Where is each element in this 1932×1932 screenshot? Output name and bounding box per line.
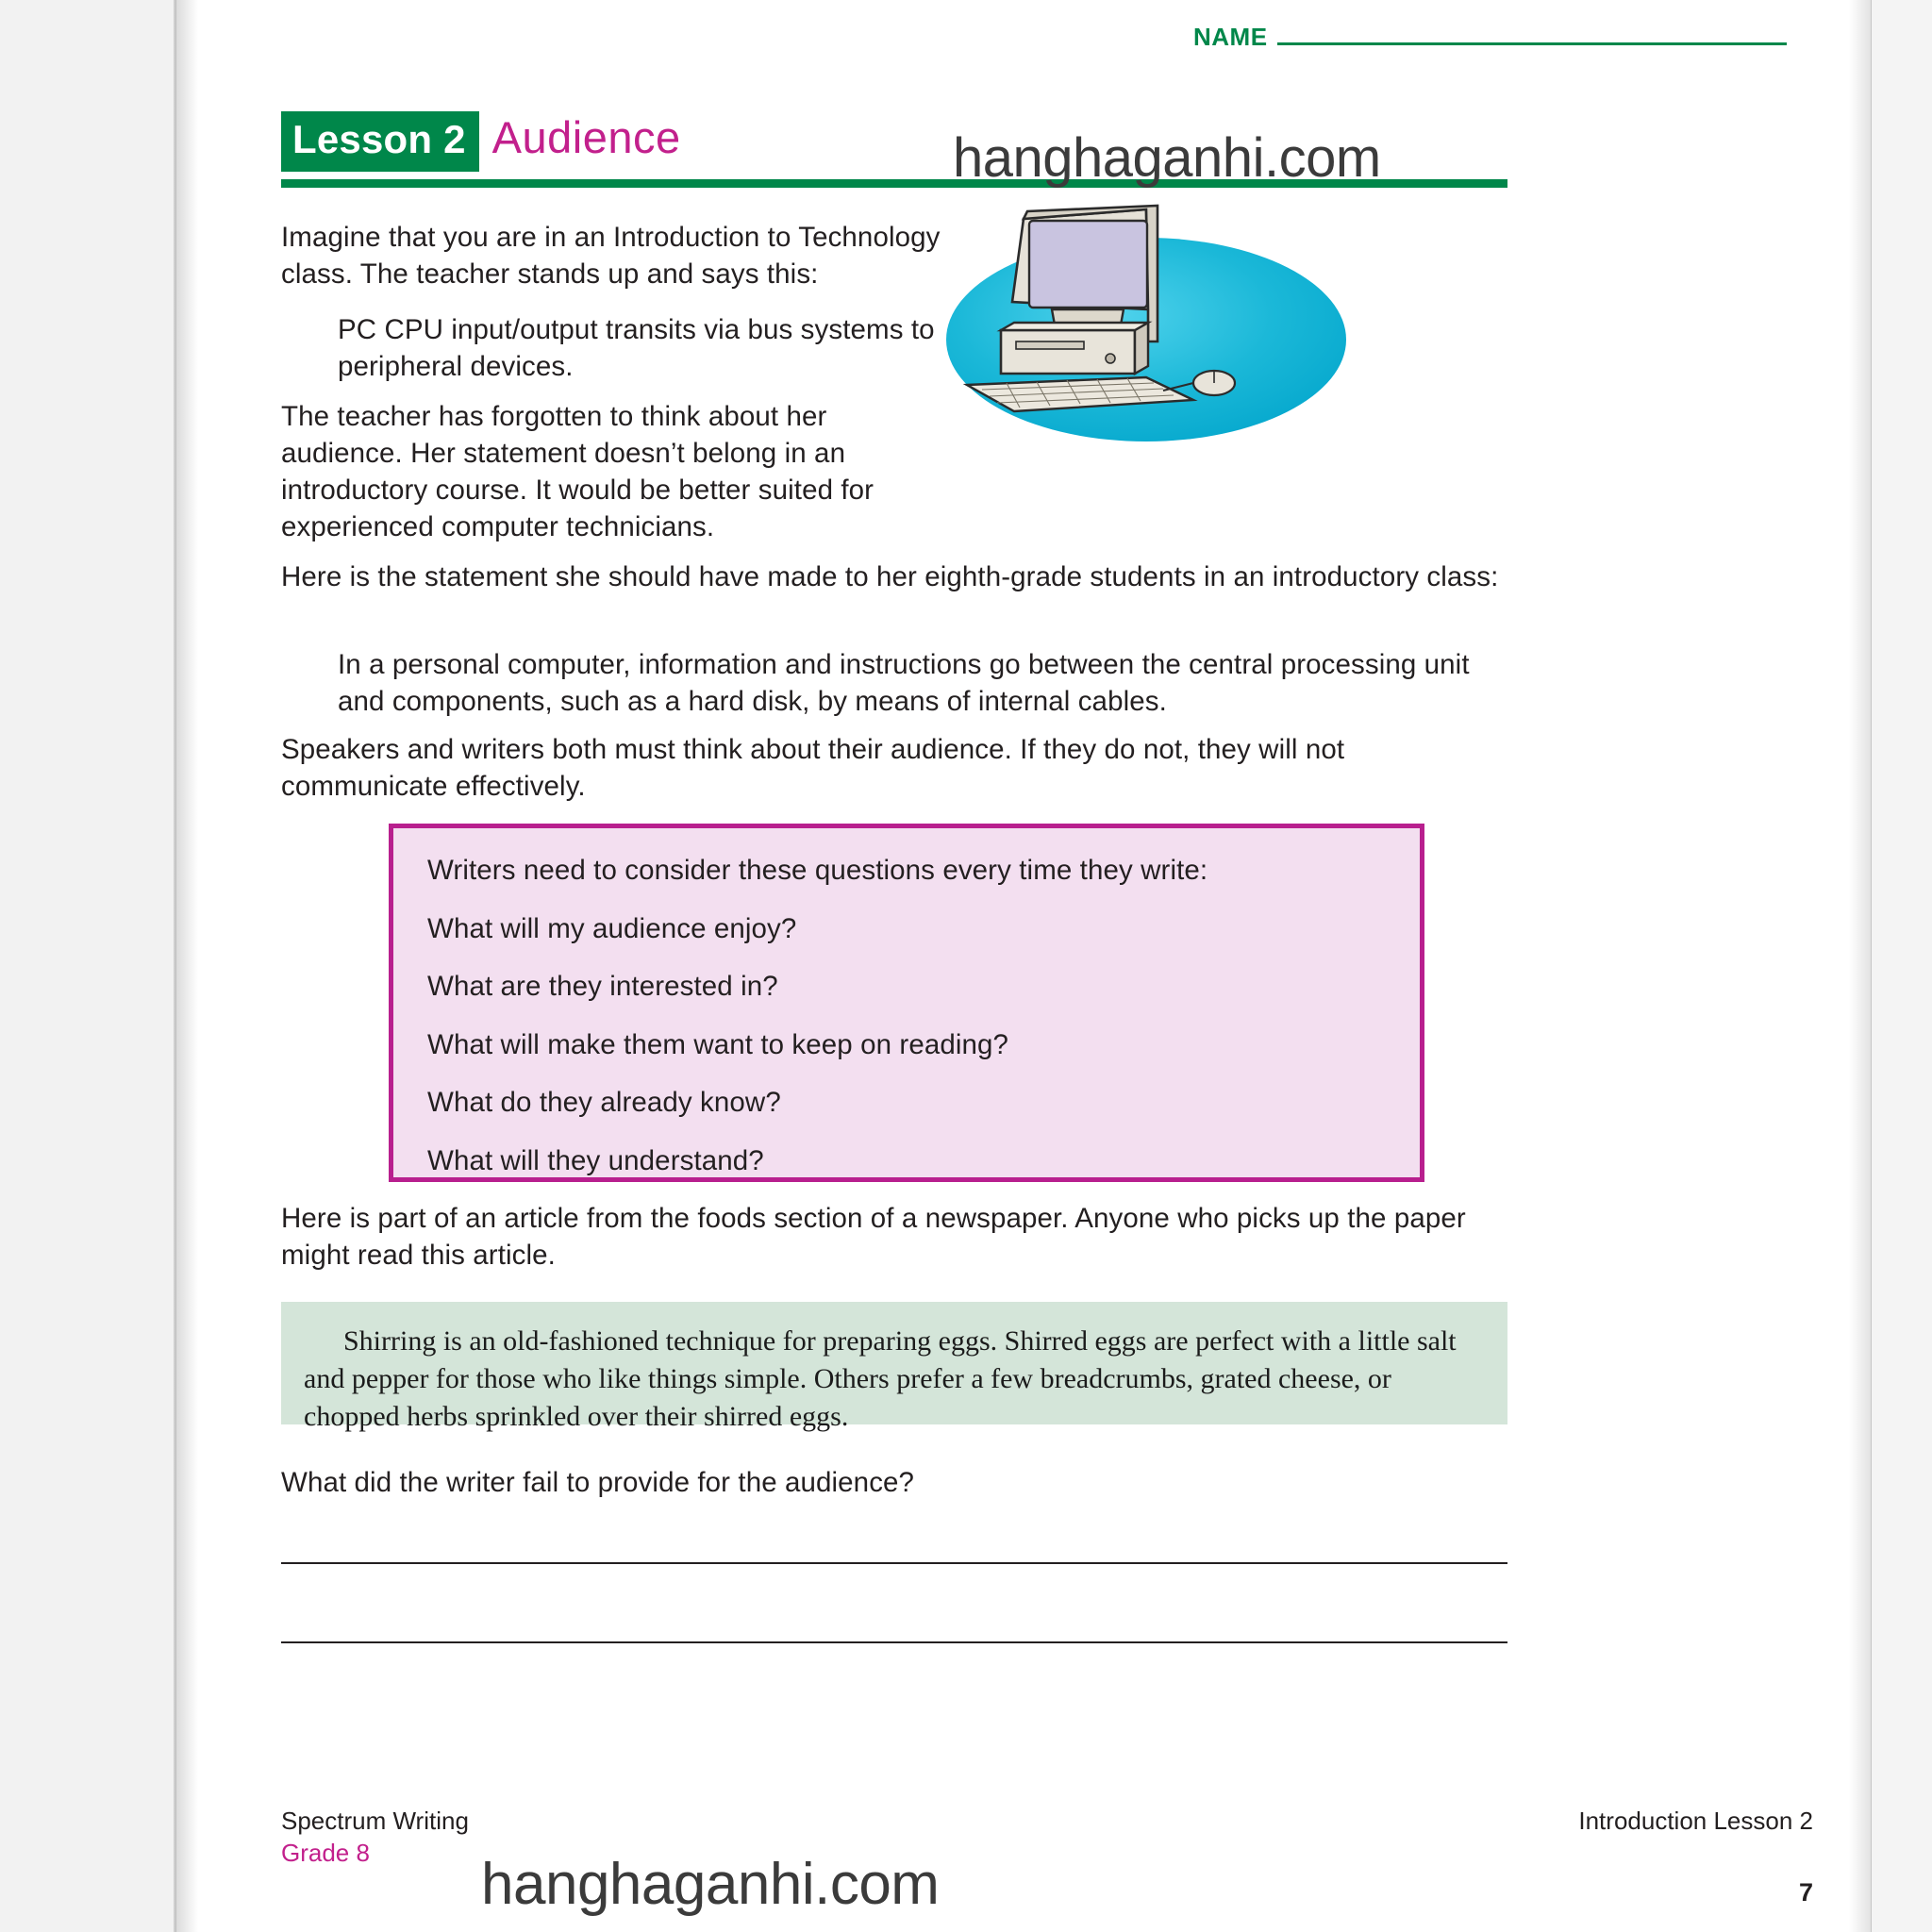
watermark-bottom: hanghaganhi.com <box>481 1852 940 1917</box>
name-write-line[interactable] <box>1277 42 1787 45</box>
list-item: Writers need to consider these questions every time they write: <box>427 855 1208 886</box>
lesson-heading <box>281 111 681 172</box>
watermark-top: hanghaganhi.com <box>953 127 1381 189</box>
article-excerpt-box <box>281 1302 1507 1432</box>
quote-teacher-statement: PC CPU input/output transits via bus systems to peripheral devices. <box>338 314 935 382</box>
footer-grade: Grade 8 <box>281 1839 370 1867</box>
answer-line-1[interactable] <box>281 1562 1507 1564</box>
footer-lesson-reference: Introduction Lesson 2 <box>1578 1807 1813 1835</box>
lesson-number-badge: Lesson 2 <box>281 111 479 172</box>
paragraph-intro: Imagine that you are in an Introduction to Technology class. The teacher stands up and says this: <box>281 222 941 290</box>
paragraph-speakers-writers: Speakers and writers both must think about their audience. If they do not, they will not communicate effectively. <box>281 734 1345 802</box>
list-item: What will my audience enjoy? <box>427 912 797 944</box>
name-field-row <box>1193 25 1787 49</box>
paragraph-better-statement-lead: Here is the statement she should have made to her eighth-grade students in an introductory class: <box>281 561 1499 592</box>
list-item: What are they interested in? <box>427 971 778 1002</box>
article-excerpt-text: Shirring is an old-fashioned technique for preparing eggs. Shirred eggs are perfect with a little salt and pepper for those who like things simple. Others prefer a few breadcrumbs, grated cheese, or chopped herbs sprinkled over their shirred eggs. <box>304 1325 1457 1432</box>
list-item: What will make them want to keep on reading? <box>427 1028 1009 1060</box>
page-title: Audience <box>491 112 681 162</box>
quote-revised-statement: In a personal computer, information and instructions go between the central processing unit and components, such as a hard disk, by means of internal cables. <box>338 649 1470 717</box>
worksheet-content <box>198 0 1872 1932</box>
list-item: What will they understand? <box>427 1144 764 1176</box>
paragraph-teacher-audience: The teacher has forgotten to think about her audience. Her statement doesn’t belong in an introductory course. It would be better suited for experienced computer technicians. <box>281 401 874 542</box>
questions-list <box>393 828 1420 1174</box>
questions-callout-box <box>389 824 1424 1182</box>
list-item: What do they already know? <box>427 1087 781 1118</box>
page-left-margin <box>0 0 176 1932</box>
paragraph-article-lead: Here is part of an article from the foods section of a newspaper. Anyone who picks up the paper might read this article. <box>281 1203 1466 1271</box>
prompt-question: What did the writer fail to provide for the audience? <box>281 1467 915 1498</box>
answer-line-2[interactable] <box>281 1641 1507 1643</box>
desktop-computer-illustration <box>910 198 1382 458</box>
name-label: NAME <box>1193 23 1268 51</box>
page-left-shadow <box>174 0 198 1932</box>
page-number: 7 <box>1798 1878 1813 1907</box>
footer-left <box>281 1805 469 1869</box>
page-right-margin <box>1871 0 1932 1932</box>
footer-book-title: Spectrum Writing <box>281 1807 469 1835</box>
